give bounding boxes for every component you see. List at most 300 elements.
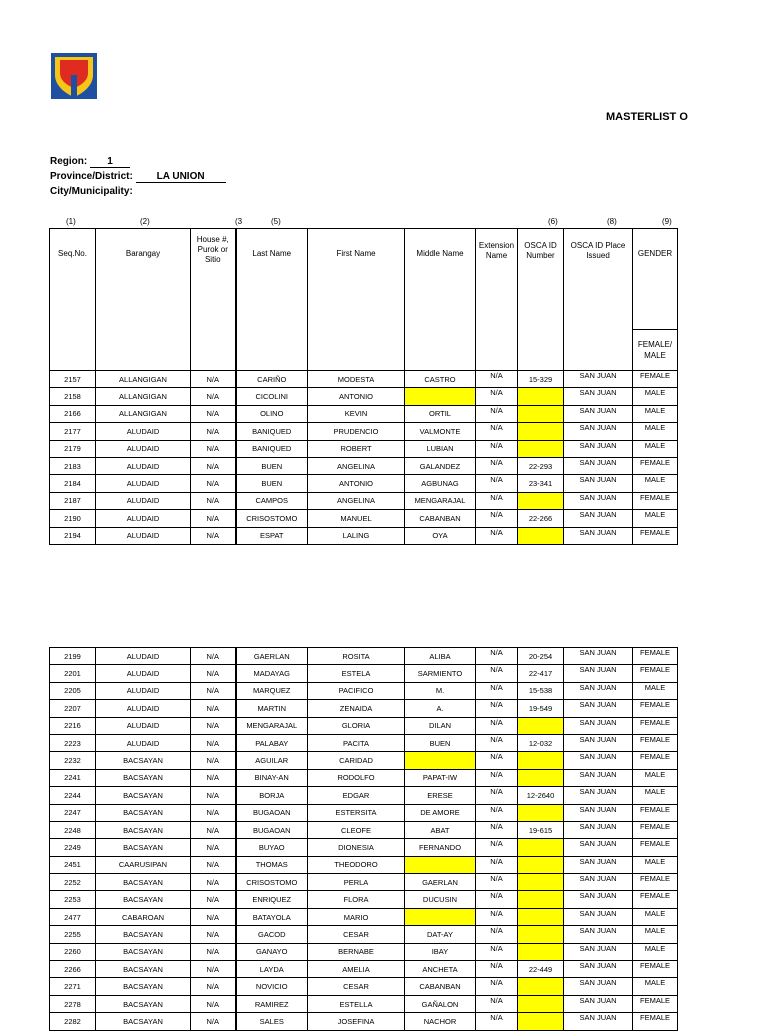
cell-ext: N/A <box>476 717 518 734</box>
table-row <box>50 475 678 492</box>
header-seq: Seq.No. <box>50 229 96 371</box>
table-row <box>50 700 678 717</box>
cell-middle: AGBUNAG <box>405 475 476 492</box>
cell-last: BORJA <box>236 787 308 804</box>
table-row <box>50 734 678 751</box>
cell-seq: 2282 <box>50 1013 96 1030</box>
cell-osca: 19-615 <box>518 821 564 838</box>
cell-last: CICOLINI <box>236 388 308 405</box>
cell-house: N/A <box>191 821 236 838</box>
cell-brgy: BACSAYAN <box>96 821 191 838</box>
cell-osca <box>518 440 564 457</box>
cell-place: SAN JUAN <box>564 388 633 405</box>
cell-seq: 2194 <box>50 527 96 544</box>
cell-first: ROSITA <box>308 648 405 665</box>
cell-first: THEODORO <box>308 856 405 873</box>
table-row <box>50 995 678 1012</box>
header-osca-id: OSCA ID Number <box>518 229 564 371</box>
cell-brgy: ALUDAID <box>96 423 191 440</box>
table-row <box>50 856 678 873</box>
cell-seq: 2249 <box>50 839 96 856</box>
cell-house: N/A <box>191 839 236 856</box>
cell-seq: 2187 <box>50 492 96 509</box>
colnum: (6) <box>548 217 558 226</box>
cell-gender: FEMALE <box>633 804 678 821</box>
cell-ext: N/A <box>476 457 518 474</box>
cell-last: CRISOSTOMO <box>236 510 308 527</box>
cell-first: CESAR <box>308 926 405 943</box>
cell-ext: N/A <box>476 804 518 821</box>
cell-first: ANGELINA <box>308 457 405 474</box>
cell-place: SAN JUAN <box>564 527 633 544</box>
cell-house: N/A <box>191 510 236 527</box>
cell-place: SAN JUAN <box>564 908 633 925</box>
cell-house: N/A <box>191 527 236 544</box>
colnum: (3 <box>235 217 243 226</box>
cell-place: SAN JUAN <box>564 648 633 665</box>
cell-brgy: ALUDAID <box>96 475 191 492</box>
cell-place: SAN JUAN <box>564 405 633 422</box>
cell-middle: NACHOR <box>405 1013 476 1030</box>
cell-last: MARTIN <box>236 700 308 717</box>
cell-brgy: ALLANGIGAN <box>96 405 191 422</box>
cell-ext: N/A <box>476 995 518 1012</box>
cell-house: N/A <box>191 717 236 734</box>
cell-first: LALING <box>308 527 405 544</box>
table-row <box>50 665 678 682</box>
cell-gender: FEMALE <box>633 457 678 474</box>
cell-first: PACIFICO <box>308 682 405 699</box>
cell-brgy: ALUDAID <box>96 457 191 474</box>
cell-brgy: BACSAYAN <box>96 804 191 821</box>
cell-brgy: ALLANGIGAN <box>96 371 191 388</box>
cell-gender: MALE <box>633 440 678 457</box>
cell-gender: FEMALE <box>633 874 678 891</box>
cell-brgy: BACSAYAN <box>96 961 191 978</box>
cell-ext: N/A <box>476 821 518 838</box>
table-row <box>50 682 678 699</box>
cell-gender: MALE <box>633 769 678 786</box>
cell-seq: 2278 <box>50 995 96 1012</box>
cell-seq: 2223 <box>50 734 96 751</box>
cell-brgy: BACSAYAN <box>96 1013 191 1030</box>
cell-place: SAN JUAN <box>564 1013 633 1030</box>
cell-last: GACOD <box>236 926 308 943</box>
cell-last: CAMPOS <box>236 492 308 509</box>
cell-middle: DUCUSIN <box>405 891 476 908</box>
cell-seq: 2199 <box>50 648 96 665</box>
cell-last: CRISOSTOMO <box>236 874 308 891</box>
cell-house: N/A <box>191 682 236 699</box>
cell-place: SAN JUAN <box>564 891 633 908</box>
cell-brgy: ALUDAID <box>96 682 191 699</box>
cell-house: N/A <box>191 995 236 1012</box>
cell-seq: 2207 <box>50 700 96 717</box>
cell-gender: FEMALE <box>633 961 678 978</box>
header-house: House #, Purok or Sitio <box>191 229 236 371</box>
cell-osca <box>518 804 564 821</box>
table-row <box>50 961 678 978</box>
cell-place: SAN JUAN <box>564 700 633 717</box>
cell-ext: N/A <box>476 388 518 405</box>
cell-ext: N/A <box>476 665 518 682</box>
cell-gender: MALE <box>633 405 678 422</box>
cell-osca <box>518 405 564 422</box>
cell-ext: N/A <box>476 926 518 943</box>
cell-ext: N/A <box>476 856 518 873</box>
cell-seq: 2271 <box>50 978 96 995</box>
cell-ext: N/A <box>476 527 518 544</box>
header-gender: GENDER <box>633 229 678 330</box>
cell-osca: 22-266 <box>518 510 564 527</box>
cell-seq: 2205 <box>50 682 96 699</box>
cell-first: ESTELLA <box>308 995 405 1012</box>
cell-brgy: ALUDAID <box>96 648 191 665</box>
cell-ext: N/A <box>476 891 518 908</box>
cell-ext: N/A <box>476 510 518 527</box>
cell-gender: MALE <box>633 475 678 492</box>
table-row <box>50 457 678 474</box>
cell-place: SAN JUAN <box>564 769 633 786</box>
cell-brgy: ALUDAID <box>96 700 191 717</box>
cell-osca <box>518 388 564 405</box>
cell-gender: FEMALE <box>633 492 678 509</box>
masterlist-table <box>49 228 678 545</box>
cell-first: KEVIN <box>308 405 405 422</box>
cell-ext: N/A <box>476 1013 518 1030</box>
cell-gender: MALE <box>633 682 678 699</box>
city-label: City/Municipality: <box>50 186 133 197</box>
cell-house: N/A <box>191 388 236 405</box>
cell-brgy: ALUDAID <box>96 734 191 751</box>
cell-ext: N/A <box>476 423 518 440</box>
cell-osca <box>518 839 564 856</box>
cell-place: SAN JUAN <box>564 510 633 527</box>
table-row <box>50 527 678 544</box>
cell-middle: DAT-AY <box>405 926 476 943</box>
cell-house: N/A <box>191 943 236 960</box>
cell-first: RODOLFO <box>308 769 405 786</box>
cell-osca <box>518 423 564 440</box>
cell-middle <box>405 752 476 769</box>
table-row <box>50 874 678 891</box>
cell-gender: MALE <box>633 787 678 804</box>
cell-house: N/A <box>191 891 236 908</box>
cell-place: SAN JUAN <box>564 821 633 838</box>
cell-house: N/A <box>191 423 236 440</box>
cell-last: OLINO <box>236 405 308 422</box>
cell-place: SAN JUAN <box>564 856 633 873</box>
cell-house: N/A <box>191 874 236 891</box>
cell-gender: MALE <box>633 978 678 995</box>
cell-first: MARIO <box>308 908 405 925</box>
city-line <box>50 186 133 197</box>
cell-gender: MALE <box>633 908 678 925</box>
cell-last: ENRIQUEZ <box>236 891 308 908</box>
cell-seq: 2260 <box>50 943 96 960</box>
cell-last: GANAYO <box>236 943 308 960</box>
cell-ext: N/A <box>476 648 518 665</box>
masterlist-table-continued <box>49 647 678 1031</box>
colnum: (1) <box>66 217 76 226</box>
cell-osca: 20-254 <box>518 648 564 665</box>
cell-middle: DILAN <box>405 717 476 734</box>
cell-ext: N/A <box>476 734 518 751</box>
cell-middle: GAÑALON <box>405 995 476 1012</box>
cell-seq: 2201 <box>50 665 96 682</box>
cell-middle: MENGARAJAL <box>405 492 476 509</box>
cell-house: N/A <box>191 734 236 751</box>
table-row <box>50 1013 678 1030</box>
agency-logo <box>51 53 97 99</box>
cell-middle <box>405 388 476 405</box>
cell-middle: CABANBAN <box>405 978 476 995</box>
cell-middle: GALANDEZ <box>405 457 476 474</box>
cell-brgy: ALUDAID <box>96 510 191 527</box>
cell-osca: 12-032 <box>518 734 564 751</box>
cell-brgy: BACSAYAN <box>96 769 191 786</box>
cell-last: BUEN <box>236 475 308 492</box>
province-line <box>50 171 226 183</box>
cell-seq: 2252 <box>50 874 96 891</box>
cell-middle: M. <box>405 682 476 699</box>
cell-ext: N/A <box>476 978 518 995</box>
cell-first: PACITA <box>308 734 405 751</box>
cell-seq: 2451 <box>50 856 96 873</box>
cell-first: JOSEFINA <box>308 1013 405 1030</box>
cell-ext: N/A <box>476 371 518 388</box>
cell-ext: N/A <box>476 874 518 891</box>
cell-first: CARIDAD <box>308 752 405 769</box>
cell-osca <box>518 908 564 925</box>
cell-gender: FEMALE <box>633 371 678 388</box>
cell-brgy: BACSAYAN <box>96 995 191 1012</box>
cell-osca <box>518 874 564 891</box>
cell-first: FLORA <box>308 891 405 908</box>
cell-place: SAN JUAN <box>564 440 633 457</box>
cell-first: EDGAR <box>308 787 405 804</box>
cell-osca <box>518 926 564 943</box>
cell-seq: 2157 <box>50 371 96 388</box>
cell-osca: 15-329 <box>518 371 564 388</box>
cell-middle: IBAY <box>405 943 476 960</box>
cell-middle: CASTRO <box>405 371 476 388</box>
region-line <box>50 156 130 168</box>
cell-house: N/A <box>191 492 236 509</box>
table-row <box>50 510 678 527</box>
table-row <box>50 839 678 856</box>
cell-ext: N/A <box>476 700 518 717</box>
cell-place: SAN JUAN <box>564 423 633 440</box>
province-label: Province/District: <box>50 171 133 182</box>
table-row <box>50 943 678 960</box>
cell-middle: LUBIAN <box>405 440 476 457</box>
cell-place: SAN JUAN <box>564 717 633 734</box>
cell-gender: MALE <box>633 388 678 405</box>
cell-ext: N/A <box>476 475 518 492</box>
cell-first: BERNABE <box>308 943 405 960</box>
cell-ext: N/A <box>476 769 518 786</box>
cell-house: N/A <box>191 648 236 665</box>
cell-place: SAN JUAN <box>564 752 633 769</box>
cell-gender: MALE <box>633 423 678 440</box>
cell-middle: OYA <box>405 527 476 544</box>
cell-seq: 2179 <box>50 440 96 457</box>
cell-gender: FEMALE <box>633 821 678 838</box>
cell-seq: 2248 <box>50 821 96 838</box>
cell-house: N/A <box>191 978 236 995</box>
cell-last: NOVICIO <box>236 978 308 995</box>
cell-place: SAN JUAN <box>564 371 633 388</box>
cell-ext: N/A <box>476 405 518 422</box>
cell-middle: GAERLAN <box>405 874 476 891</box>
cell-last: BATAYOLA <box>236 908 308 925</box>
cell-brgy: BACSAYAN <box>96 943 191 960</box>
cell-ext: N/A <box>476 787 518 804</box>
cell-brgy: CAARUSIPAN <box>96 856 191 873</box>
cell-last: RAMIREZ <box>236 995 308 1012</box>
table-row <box>50 423 678 440</box>
cell-place: SAN JUAN <box>564 874 633 891</box>
cell-gender: FEMALE <box>633 734 678 751</box>
cell-middle: ANCHETA <box>405 961 476 978</box>
cell-house: N/A <box>191 961 236 978</box>
cell-brgy: ALUDAID <box>96 440 191 457</box>
cell-middle: ABAT <box>405 821 476 838</box>
cell-brgy: BACSAYAN <box>96 839 191 856</box>
table-row <box>50 752 678 769</box>
cell-ext: N/A <box>476 839 518 856</box>
cell-first: PRUDENCIO <box>308 423 405 440</box>
cell-middle: ORTIL <box>405 405 476 422</box>
cell-brgy: BACSAYAN <box>96 926 191 943</box>
province-value: LA UNION <box>136 171 226 183</box>
cell-brgy: BACSAYAN <box>96 787 191 804</box>
cell-place: SAN JUAN <box>564 787 633 804</box>
cell-house: N/A <box>191 856 236 873</box>
cell-seq: 2232 <box>50 752 96 769</box>
cell-seq: 2216 <box>50 717 96 734</box>
table-row <box>50 787 678 804</box>
cell-brgy: BACSAYAN <box>96 752 191 769</box>
cell-seq: 2241 <box>50 769 96 786</box>
cell-osca <box>518 717 564 734</box>
cell-ext: N/A <box>476 943 518 960</box>
table-row <box>50 648 678 665</box>
cell-last: ESPAT <box>236 527 308 544</box>
header-osca-place: OSCA ID Place Issued <box>564 229 633 371</box>
cell-house: N/A <box>191 371 236 388</box>
cell-place: SAN JUAN <box>564 978 633 995</box>
cell-place: SAN JUAN <box>564 492 633 509</box>
cell-osca <box>518 891 564 908</box>
cell-osca <box>518 943 564 960</box>
table-row <box>50 440 678 457</box>
cell-gender: FEMALE <box>633 700 678 717</box>
cell-osca: 22-293 <box>518 457 564 474</box>
cell-osca <box>518 978 564 995</box>
cell-house: N/A <box>191 700 236 717</box>
cell-gender: FEMALE <box>633 648 678 665</box>
cell-osca: 15-538 <box>518 682 564 699</box>
table-row <box>50 388 678 405</box>
cell-house: N/A <box>191 926 236 943</box>
cell-gender: MALE <box>633 926 678 943</box>
cell-osca <box>518 856 564 873</box>
header-middle-name: Middle Name <box>405 229 476 371</box>
cell-last: BANIQUED <box>236 423 308 440</box>
cell-first: CLEOFE <box>308 821 405 838</box>
cell-ext: N/A <box>476 682 518 699</box>
cell-gender: FEMALE <box>633 527 678 544</box>
cell-last: BUGAOAN <box>236 821 308 838</box>
cell-osca: 22-417 <box>518 665 564 682</box>
cell-seq: 2183 <box>50 457 96 474</box>
cell-place: SAN JUAN <box>564 734 633 751</box>
cell-osca <box>518 752 564 769</box>
cell-first: AMELIA <box>308 961 405 978</box>
table-row <box>50 926 678 943</box>
cell-seq: 2255 <box>50 926 96 943</box>
region-label: Region: <box>50 156 88 167</box>
cell-last: MENGARAJAL <box>236 717 308 734</box>
cell-last: BUEN <box>236 457 308 474</box>
cell-ext: N/A <box>476 961 518 978</box>
colnum: (9) <box>662 217 672 226</box>
colnum: (2) <box>140 217 150 226</box>
cell-brgy: ALUDAID <box>96 527 191 544</box>
cell-middle: FERNANDO <box>405 839 476 856</box>
table-row <box>50 978 678 995</box>
cell-brgy: ALUDAID <box>96 492 191 509</box>
cell-gender: FEMALE <box>633 995 678 1012</box>
cell-place: SAN JUAN <box>564 475 633 492</box>
cell-brgy: CABAROAN <box>96 908 191 925</box>
cell-ext: N/A <box>476 440 518 457</box>
cell-brgy: ALUDAID <box>96 665 191 682</box>
cell-middle <box>405 908 476 925</box>
cell-seq: 2253 <box>50 891 96 908</box>
region-value: 1 <box>90 156 130 168</box>
cell-place: SAN JUAN <box>564 804 633 821</box>
header-last-name: Last Name <box>236 229 308 371</box>
cell-first: ROBERT <box>308 440 405 457</box>
cell-first: PERLA <box>308 874 405 891</box>
cell-osca <box>518 527 564 544</box>
cell-middle: SARMIENTO <box>405 665 476 682</box>
cell-first: MODESTA <box>308 371 405 388</box>
cell-last: THOMAS <box>236 856 308 873</box>
cell-osca: 19-549 <box>518 700 564 717</box>
cell-gender: FEMALE <box>633 717 678 734</box>
cell-last: GAERLAN <box>236 648 308 665</box>
cell-gender: MALE <box>633 856 678 873</box>
table-row <box>50 908 678 925</box>
cell-first: ESTELA <box>308 665 405 682</box>
cell-seq: 2177 <box>50 423 96 440</box>
cell-gender: MALE <box>633 510 678 527</box>
cell-middle: ERESE <box>405 787 476 804</box>
cell-place: SAN JUAN <box>564 839 633 856</box>
cell-brgy: BACSAYAN <box>96 874 191 891</box>
cell-seq: 2184 <box>50 475 96 492</box>
cell-last: BINAY-AN <box>236 769 308 786</box>
cell-middle: BUEN <box>405 734 476 751</box>
cell-middle: ALIBA <box>405 648 476 665</box>
cell-middle: PAPAT-IW <box>405 769 476 786</box>
cell-brgy: ALUDAID <box>96 717 191 734</box>
cell-osca: 23-341 <box>518 475 564 492</box>
